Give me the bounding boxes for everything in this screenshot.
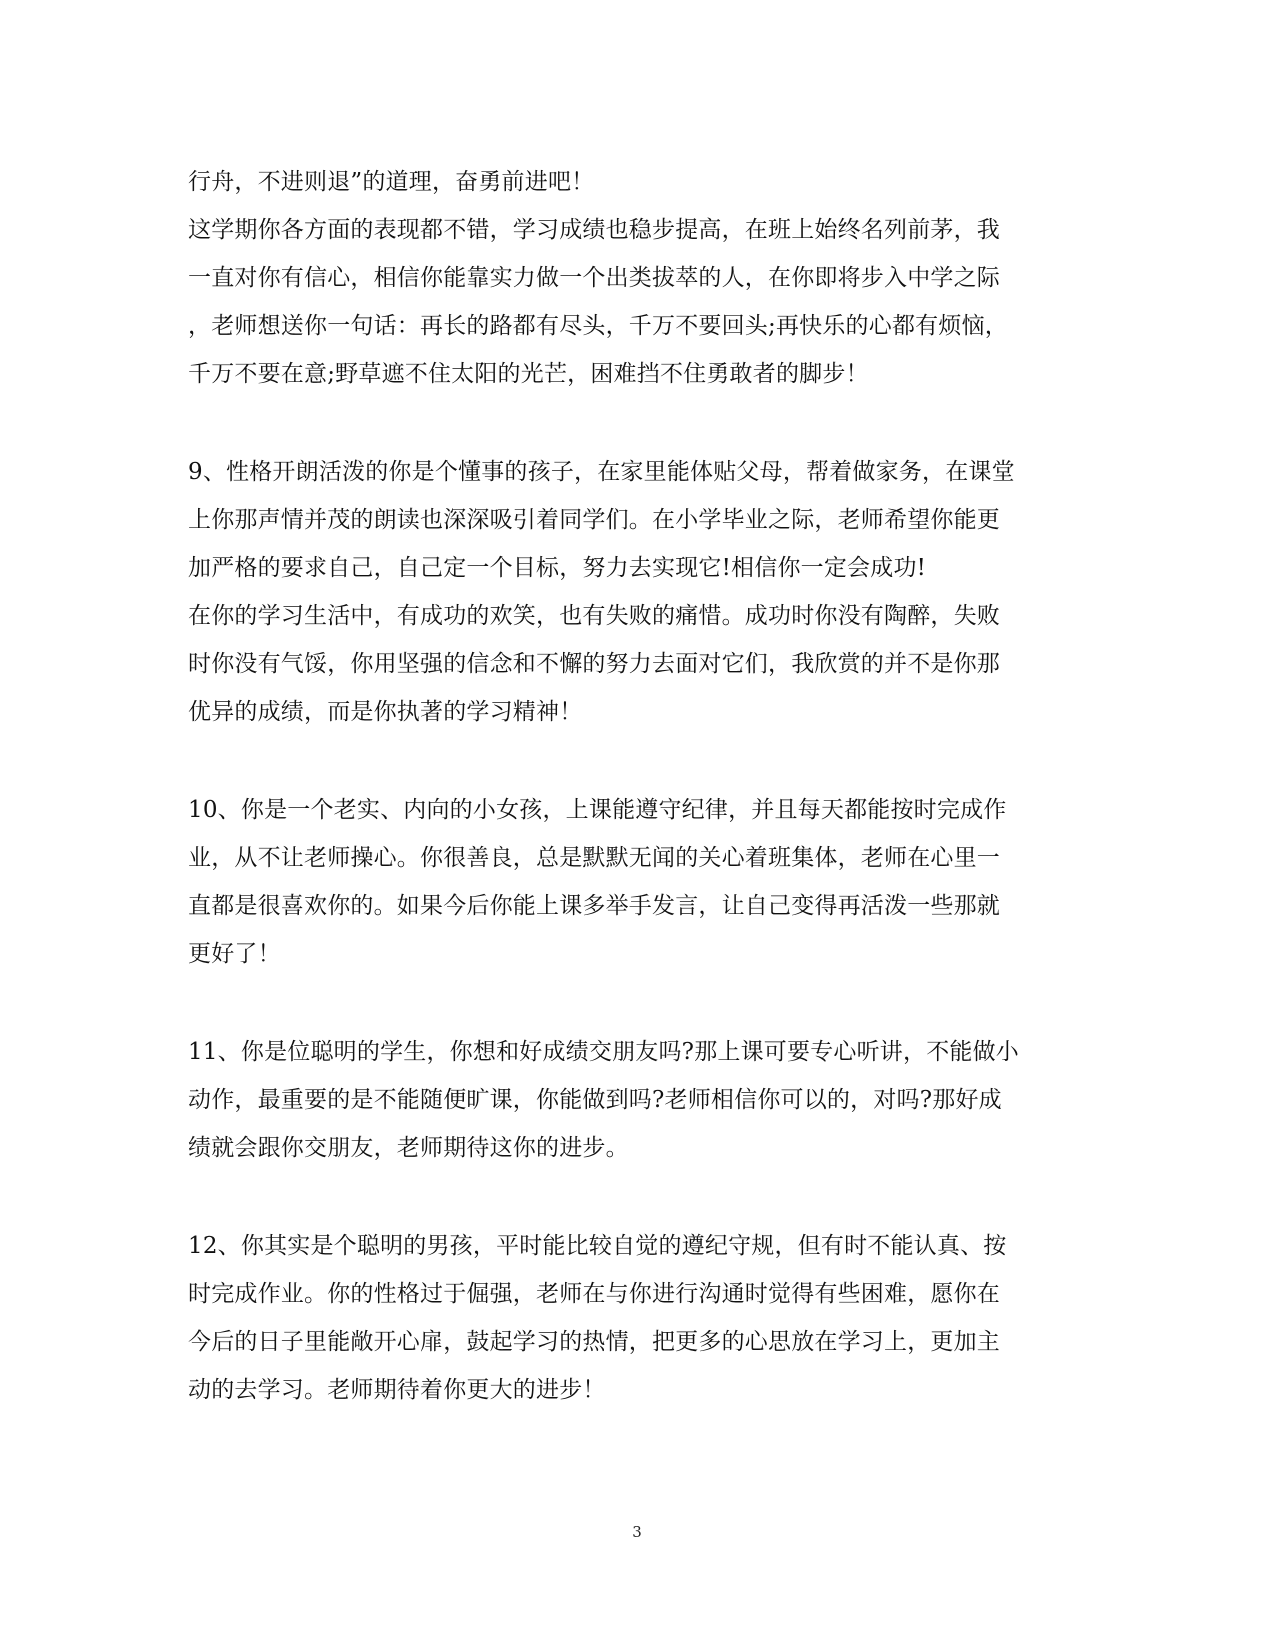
text-line: 这学期你各方面的表现都不错，学习成绩也稳步提高，在班上始终名列前茅，我 [188,217,1000,243]
text-line: 在你的学习生活中，有成功的欢笑，也有失败的痛惜。成功时你没有陶醉，失败 [188,603,1000,629]
text-line: 绩就会跟你交朋友，老师期待这你的进步。 [188,1135,629,1161]
text-line: 行舟，不进则退”的道理，奋勇前进吧！ [188,169,595,195]
document-body [188,158,1088,1414]
text-line: 11、你是位聪明的学生，你想和好成绩交朋友吗?那上课可要专心听讲，不能做小 [188,1039,1019,1065]
paragraph-gap [188,736,1088,786]
paragraph-gap [188,398,1088,448]
text-line: 动作，最重要的是不能随便旷课，你能做到吗?老师相信你可以的，对吗?那好成 [188,1087,1002,1113]
text-line: ，老师想送你一句话：再长的路都有尽头，千万不要回头;再快乐的心都有烦恼， [188,313,1008,339]
text-line: 优异的成绩，而是你执著的学习精神！ [188,699,583,725]
text-line: 一直对你有信心，相信你能靠实力做一个出类拔萃的人，在你即将步入中学之际 [188,265,1000,291]
text-line: 上你那声情并茂的朗读也深深吸引着同学们。在小学毕业之际，老师希望你能更 [188,507,1000,533]
paragraph-gap [188,978,1088,1028]
text-line: 动的去学习。老师期待着你更大的进步！ [188,1377,606,1403]
text-line: 业，从不让老师操心。你很善良，总是默默无闻的关心着班集体，老师在心里一 [188,845,1000,871]
text-line: 9、性格开朗活泼的你是个懂事的孩子，在家里能体贴父母，帮着做家务，在课堂 [188,459,1015,485]
text-line: 时你没有气馁，你用坚强的信念和不懈的努力去面对它们，我欣赏的并不是你那 [188,651,1000,677]
text-line: 时完成作业。你的性格过于倔强，老师在与你进行沟通时觉得有些困难，愿你在 [188,1281,1000,1307]
text-line: 今后的日子里能敞开心扉，鼓起学习的热情，把更多的心思放在学习上，更加主 [188,1329,1000,1355]
page-number: 3 [632,1523,642,1541]
text-line: 更好了！ [188,941,281,967]
paragraph-gap [188,1172,1088,1222]
text-line: 加严格的要求自己，自己定一个目标，努力去实现它!相信你一定会成功! [188,555,927,581]
text-line: 直都是很喜欢你的。如果今后你能上课多举手发言，让自己变得再活泼一些那就 [188,893,1000,919]
text-line: 千万不要在意;野草遮不住太阳的光芒，困难挡不住勇敢者的脚步！ [188,361,869,387]
text-line: 10、你是一个老实、内向的小女孩，上课能遵守纪律，并且每天都能按时完成作 [188,797,1007,823]
text-line: 12、你其实是个聪明的男孩，平时能比较自觉的遵纪守规，但有时不能认真、按 [188,1233,1007,1259]
